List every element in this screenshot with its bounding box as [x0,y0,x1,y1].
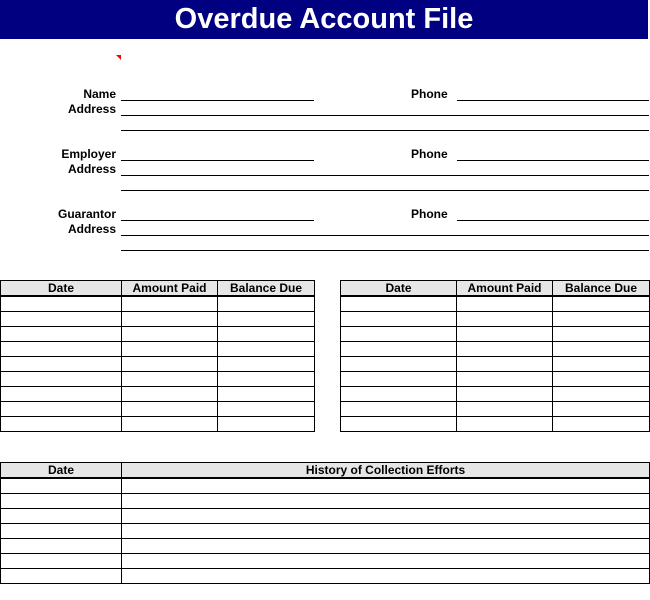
table-row [1,494,650,509]
table-cell[interactable] [457,417,553,432]
table-cell[interactable] [218,327,315,342]
table-cell[interactable] [553,387,650,402]
table-cell[interactable] [457,327,553,342]
table-cell[interactable] [457,372,553,387]
address-field-1a[interactable] [121,115,649,116]
table-row [1,478,650,494]
table-cell[interactable] [1,387,122,402]
table-cell[interactable] [341,372,457,387]
address-field-3b[interactable] [121,250,649,251]
table-cell[interactable] [553,402,650,417]
history-header: History of Collection Efforts [122,463,650,479]
date-header: Date [1,463,122,479]
table-cell[interactable] [553,417,650,432]
table-row [1,569,650,584]
name-field[interactable] [121,100,314,101]
table-row [341,417,650,432]
table-cell[interactable] [122,569,650,584]
address-field-2a[interactable] [121,175,649,176]
table-row [1,539,650,554]
table-cell[interactable] [218,312,315,327]
table-row [1,402,315,417]
table-cell[interactable] [341,417,457,432]
amount-paid-header: Amount Paid [457,281,553,297]
table-cell[interactable] [341,357,457,372]
table-cell[interactable] [553,327,650,342]
phone-field-1[interactable] [457,100,649,101]
table-cell[interactable] [553,312,650,327]
employer-field[interactable] [121,160,314,161]
table-cell[interactable] [341,342,457,357]
payment-table-right [340,280,650,432]
table-cell[interactable] [218,387,315,402]
table-cell[interactable] [1,569,122,584]
address-field-1b[interactable] [121,130,649,131]
guarantor-label: Guarantor [57,207,116,221]
table-row [1,327,315,342]
address-label-1: Address [67,102,116,116]
table-cell[interactable] [1,402,122,417]
payment-table-left [0,280,315,432]
address-field-3a[interactable] [121,235,649,236]
phone-label-3: Phone [411,207,448,221]
date-header: Date [1,281,122,297]
table-cell[interactable] [341,402,457,417]
table-cell[interactable] [457,342,553,357]
table-cell[interactable] [1,509,122,524]
table-cell[interactable] [553,342,650,357]
balance-due-header: Balance Due [218,281,315,297]
table-cell[interactable] [218,372,315,387]
table-cell[interactable] [218,296,315,312]
table-row [341,296,650,312]
table-cell[interactable] [218,417,315,432]
table-cell[interactable] [122,372,218,387]
table-cell[interactable] [341,387,457,402]
table-cell[interactable] [122,509,650,524]
address-field-2b[interactable] [121,190,649,191]
table-cell[interactable] [1,327,122,342]
table-row [341,387,650,402]
table-row [1,524,650,539]
employer-label: Employer [61,147,116,161]
date-header: Date [341,281,457,297]
table-row [1,357,315,372]
table-cell[interactable] [122,296,218,312]
table-cell[interactable] [457,312,553,327]
table-cell[interactable] [122,417,218,432]
table-row [341,357,650,372]
table-row [1,312,315,327]
table-row [1,296,315,312]
table-cell[interactable] [457,357,553,372]
table-cell[interactable] [457,402,553,417]
table-cell[interactable] [1,417,122,432]
table-row [341,402,650,417]
table-cell[interactable] [122,524,650,539]
table-cell[interactable] [1,524,122,539]
table-cell[interactable] [122,402,218,417]
table-cell[interactable] [553,357,650,372]
table-cell[interactable] [1,539,122,554]
comment-indicator-icon[interactable] [116,55,121,60]
phone-label-1: Phone [411,87,448,101]
table-cell[interactable] [1,554,122,569]
table-cell[interactable] [341,312,457,327]
table-row [1,372,315,387]
payment-rows-right [341,296,650,432]
table-cell[interactable] [1,312,122,327]
table-cell[interactable] [122,312,218,327]
table-cell[interactable] [122,327,218,342]
table-row [341,342,650,357]
table-cell[interactable] [122,387,218,402]
phone-label-2: Phone [411,147,448,161]
table-row [1,554,650,569]
table-cell[interactable] [122,539,650,554]
table-row [341,372,650,387]
table-cell[interactable] [1,296,122,312]
table-cell[interactable] [122,494,650,509]
payment-rows-left [1,296,315,432]
balance-due-header: Balance Due [553,281,650,297]
table-cell[interactable] [553,296,650,312]
table-cell[interactable] [122,554,650,569]
address-label-3: Address [67,222,116,236]
phone-field-2[interactable] [457,160,649,161]
guarantor-field[interactable] [121,220,314,221]
table-cell[interactable] [457,387,553,402]
table-cell[interactable] [122,478,650,494]
table-cell[interactable] [218,342,315,357]
table-row [341,312,650,327]
table-cell[interactable] [218,357,315,372]
table-cell[interactable] [122,342,218,357]
table-cell[interactable] [1,372,122,387]
amount-paid-header: Amount Paid [122,281,218,297]
table-cell[interactable] [122,357,218,372]
name-label: Name [83,87,116,101]
collection-rows [1,478,650,584]
table-row [1,342,315,357]
table-cell[interactable] [1,478,122,494]
table-row [341,327,650,342]
phone-field-3[interactable] [457,220,649,221]
address-label-2: Address [67,162,116,176]
table-cell[interactable] [341,296,457,312]
table-cell[interactable] [218,402,315,417]
table-cell[interactable] [1,494,122,509]
page-title: Overdue Account File [0,0,648,39]
table-row [1,417,315,432]
table-row [1,509,650,524]
table-cell[interactable] [1,342,122,357]
collection-table [0,462,650,584]
table-cell[interactable] [1,357,122,372]
table-cell[interactable] [341,327,457,342]
table-row [1,387,315,402]
table-cell[interactable] [553,372,650,387]
table-cell[interactable] [457,296,553,312]
